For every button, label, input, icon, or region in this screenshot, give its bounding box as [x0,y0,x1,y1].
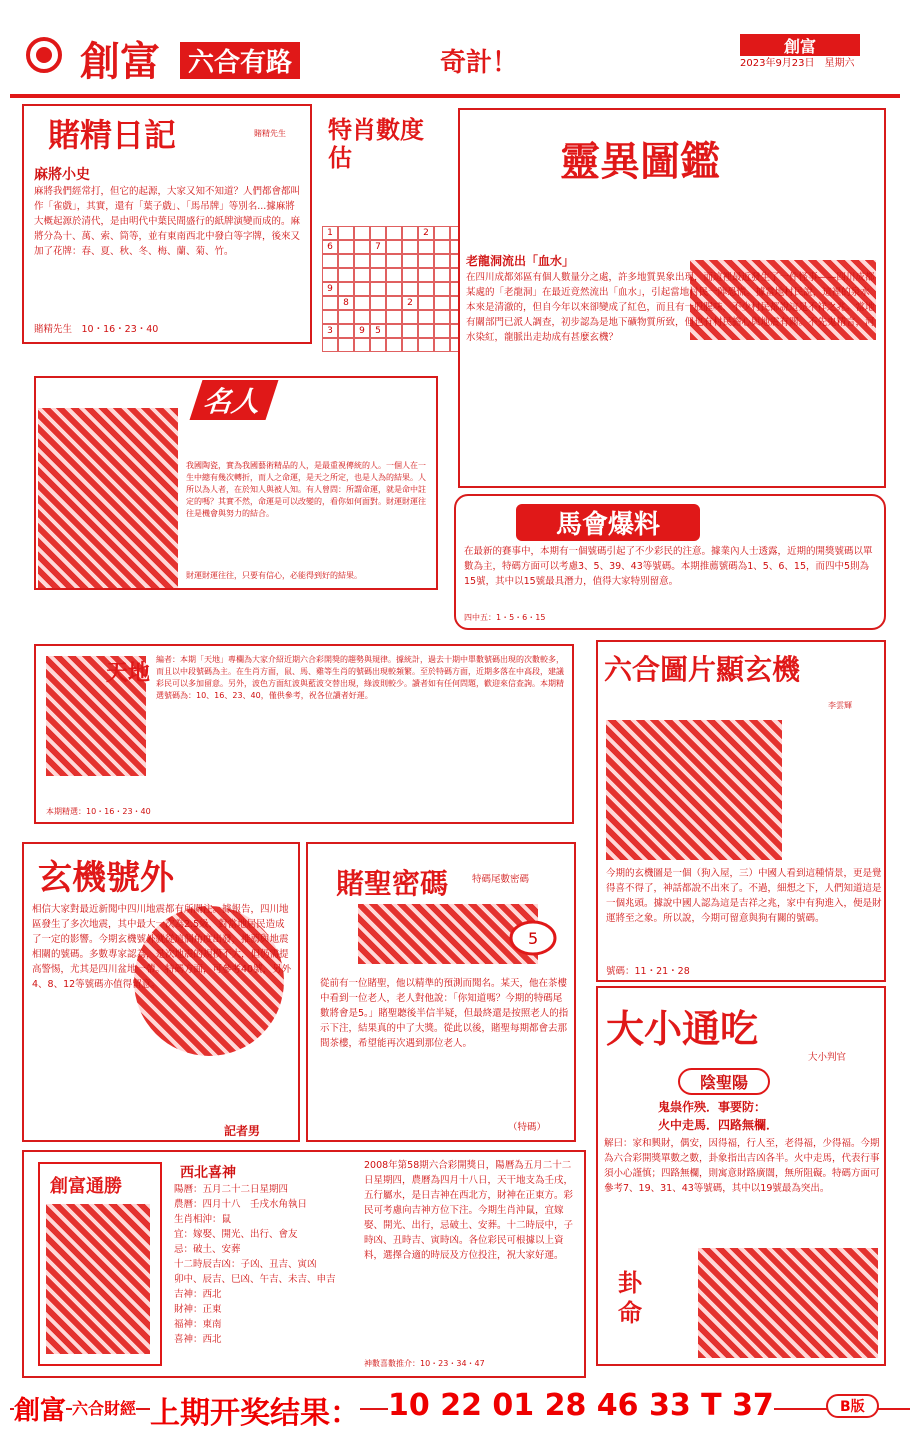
sun-logo-icon [14,30,74,80]
almanac-line: 吉神：西北 [174,1289,222,1300]
header-rule [10,94,900,98]
sudoku-cell [418,240,434,254]
sudoku-cell [386,268,402,282]
newspaper-footer: 本期精選：10・16・23・40 [46,807,151,816]
edition-badge: B版 [826,1394,879,1418]
almanac-line: 財神：正東 [174,1304,222,1315]
celebrity-illustration [38,408,178,588]
celebrity-body: 我國陶瓷，實為我國藝術精品的人，是最重視傳統的人。一個人在一生中總有幾次轉折，而人之命運，是天之所定，也是人為的結果。人所以為人者，在於知人與被人知。有人曾問：所謂命運，就是命中註定的嗎？其實不然，命運是可以改變的，看你如何面對。財運財運往往是機會與努力的結合。 [186,461,426,518]
sudoku-cell: 2 [402,296,418,310]
sudoku-cell [370,254,386,268]
sudoku-cell [434,226,450,240]
sudoku-cell [354,338,370,352]
result-label: 上期开奖结果： [150,1388,360,1432]
sudoku-cell [338,338,354,352]
gambler-body: 從前有一位賭聖，他以精準的預測而聞名。某天，他在茶樓中看到一位老人，老人對他說：「你知道嗎？今期的特碼尾數將會是5。」賭聖聽後半信半疑，但最終還是按照老人的指示下注，結果真的中了大獎。從此以後，賭聖每期都會去那間茶樓，希望能再次遇到那位老人。 [320,978,569,1049]
spirit-panel [458,108,886,488]
sudoku-cell [402,240,418,254]
celebrity-panel [34,376,438,590]
sudoku-cell [338,310,354,324]
diary-author: 賭精先生 [254,129,286,138]
sudoku-cell [370,282,386,296]
sudoku-cell [418,324,434,338]
calendar-title: 創富通勝 [50,1176,122,1197]
northwest-panel [22,1150,586,1378]
masthead [0,0,919,100]
almanac-line: 十二時辰吉凶：子凶、丑吉、寅凶 [174,1259,317,1270]
brand-subtitle: 六合有路 [180,42,300,79]
sudoku-cell [418,338,434,352]
almanac-line: 卯中、辰吉、巳凶、午吉、未吉、申吉 [174,1274,336,1285]
almanac-line: 忌：破土、安葬 [174,1244,241,1255]
sudoku-grid [322,226,466,352]
sudoku-cell [434,296,450,310]
sudoku-cell [370,338,386,352]
footer-bar [0,1386,919,1436]
dragon-sub: 大小判官 [808,1052,847,1063]
sudoku-cell [354,296,370,310]
dragon-yinyang: 陰聖陽 [678,1068,770,1095]
diary-headline: 麻將小史 [34,167,90,183]
northwest-title: 西北喜神 [180,1165,236,1181]
sudoku-cell [386,240,402,254]
sudoku-cell [434,240,450,254]
sudoku-cell [434,254,450,268]
sudoku-cell [434,268,450,282]
footer-brand: 創富 [14,1390,66,1427]
sudoku-cell: 9 [322,282,338,296]
result-numbers: 10 22 01 28 46 33 T 37 [388,1388,774,1423]
sudoku-cell [402,226,418,240]
almanac-line: 宜：嫁娶、開光、出行、會友 [174,1229,298,1240]
issue-date: 2023年9月23日 星期六 [740,58,855,69]
sudoku-cell [434,324,450,338]
gambler-title: 賭聖密碼 [336,867,449,900]
sudoku-cell [386,282,402,296]
picture-numbers: 號碼：11・21・28 [606,966,690,977]
horse-title: 馬會爆料 [516,504,700,541]
sudoku-cell [338,282,354,296]
dragon-illustration [698,1248,878,1358]
picture-title: 六合圖片顯玄機 [604,653,801,686]
sudoku-cell [402,338,418,352]
picture-panel [596,640,886,982]
sudoku-cell [322,268,338,282]
sudoku-cell [338,240,354,254]
dragon-panel [596,986,886,1366]
sudoku-title: 特肖數度估 [328,115,424,172]
gambler-panel [306,842,576,1142]
celebrity-title: 名人 [190,380,279,420]
sudoku-cell [354,254,370,268]
northwest-numbers: 神數喜數推介：10・23・34・47 [364,1359,485,1368]
horse-footer: 四中五：1・5・6・15 [464,613,546,622]
sudoku-cell [402,282,418,296]
sudoku-cell [402,310,418,324]
sudoku-panel [322,104,448,354]
brand-title: 創富 [80,38,160,85]
sudoku-cell [418,310,434,324]
sudoku-cell [338,226,354,240]
calendar-illustration [46,1204,150,1354]
sudoku-cell: 1 [322,226,338,240]
slogan: 奇計！ [440,48,519,78]
gambler-footer: （特碼） [508,1122,547,1133]
sudoku-cell [322,310,338,324]
dragon-title: 大小通吃 [606,1006,759,1051]
newspaper-panel [34,644,574,824]
footer-brand-sub: 六合財經 [72,1396,136,1419]
xuanji-signature: 記者男 [224,1124,261,1138]
northwest-body: 2008年第58期六合彩開獎日，陽曆為五月二十二日星期四，農曆為四月十八日，天干地支為壬戌，五行屬水，是日吉神在西北方，財神在正東方。彩民可考慮向吉神方位下注。今期生肖沖鼠，宜嫁娶、開光、出行，忌破土、安葬。十二時辰中，子時凶、丑時吉、寅時凶。各位彩民可根據以上資料，選擇合適的時辰及方位投注，祝大家好運。 [364,1160,574,1261]
sudoku-cell [354,226,370,240]
picture-body: 今期的玄機圖是一個（狗入屋，三）中國人看到這種情景，更是覺得喜不得了，神話都說不出來了。不過，細想之下，人們知道這是一個兆頭。據說中國人認為這是吉祥之兆，家中有狗進入，便是財運將至之象。所以說，今期可留意與狗有關的號碼。 [606,868,882,924]
sudoku-cell [418,254,434,268]
sudoku-cell [386,226,402,240]
sudoku-cell [434,282,450,296]
dragon-line2: 火中走馬．四路無欄． [658,1118,779,1132]
dragon-body: 解曰：家和興財，偶安，因得福，行人至，老得福，少得福。今期為六合彩開獎單數之數，卦象指出吉凶各半。火中走馬，代表行事須小心謹慎；四路無欄，則寓意財路廣闊，無所阻礙。特碼方面可參考7、19、31、43等號碼，其中以19號最為突出。 [604,1138,880,1194]
almanac-line: 喜神：西北 [174,1334,222,1345]
sudoku-cell [370,226,386,240]
spirit-headline: 老龍洞流出「血水」 [466,254,575,268]
dragon-fortune: 卦命 [618,1268,642,1327]
header-badge: 創富 [740,34,860,56]
sudoku-cell [418,296,434,310]
xuanji-title: 玄機號外 [38,858,174,898]
picture-author: 李雲輝 [828,701,852,710]
sudoku-cell: 8 [338,296,354,310]
sudoku-cell [386,338,402,352]
horse-panel [454,494,886,630]
xuanji-panel [22,842,300,1142]
sudoku-cell [338,324,354,338]
sudoku-cell: 3 [322,324,338,338]
diary-title: 賭精日記 [48,116,177,154]
diary-panel [22,104,312,344]
sudoku-cell: 7 [370,240,386,254]
almanac-line: 陽曆：五月二十二日星期四 [174,1184,289,1195]
sudoku-cell [338,268,354,282]
sudoku-cell [386,296,402,310]
sudoku-cell [386,324,402,338]
newspaper-title: 天地 [106,660,151,686]
diary-numbers: 賭精先生 10・16・23・40 [34,324,159,335]
almanac-line: 農曆：四月十八 壬戌水角執日 [174,1199,308,1210]
sudoku-cell [354,282,370,296]
xuanji-body: 相信大家對最近新聞中四川地震都有所關注。據報告，四川地區發生了多次地震，其中最大一次為2.5級，對當地居民造成了一定的影響。今期玄機號外就從這個角度出發，推薦與地震相關的號碼。多數專家認為，是次地震的規模不大，但仍需提高警惕，尤其是四川盆地一帶。特碼方面，可參考40號，另外4、8、12等號碼亦值得留意。 [32,904,292,990]
dragon-line1: 鬼祟作殃．事要防： [658,1100,767,1114]
sudoku-cell: 5 [370,324,386,338]
sudoku-cell [434,338,450,352]
sudoku-cell [386,310,402,324]
sudoku-cell: 2 [418,226,434,240]
sudoku-cell [370,310,386,324]
chip-icon [508,918,558,962]
sudoku-cell [434,310,450,324]
sudoku-cell [354,268,370,282]
sudoku-cell [370,296,386,310]
spirit-title: 靈異圖鑑 [560,138,720,185]
gambler-subtitle: 特碼尾數密碼 [472,874,530,885]
sudoku-cell [322,296,338,310]
spirit-body: 在四川成都郊區有個人數量分之處，許多地質異象出現，而這裡最近發生了一件怪事——四川成都某處的「老龍洞」在最近竟然流出「血水」，引起當地村民一陣恐慌。據當地村民說，這裡的泉水本來是清澈的，但自今年以來卻變成了紅色，而且有一股腥味，不少村民都說這是不祥之兆。當地有關部門已派人調查，初步認為是地下礦物質所致，但也有村民擔心與地震有關。不先鬼精言，河水染紅，龍脈出走劫成有甚麼玄機？ [466,272,875,343]
sudoku-cell: 9 [354,324,370,338]
sudoku-cell [322,254,338,268]
sudoku-cell [370,268,386,282]
celebrity-note: 財運財運往往，只要有信心，必能得到好的結果。 [186,571,362,580]
northwest-lines [174,1182,364,1347]
sudoku-cell [322,338,338,352]
almanac-line: 生肖相沖：鼠 [174,1214,232,1225]
horse-body: 在最新的賽事中，本期有一個號碼引起了不少彩民的注意。據業內人士透露，近期的開獎號碼以單數為主，特碼方面可以考慮3、5、39、43等號碼。本期推薦號碼為1、5、6、15，而四中5則為15號，其中以15號最具潛力，值得大家特別留意。 [464,546,873,587]
calendar-card [38,1162,162,1366]
sudoku-cell [386,254,402,268]
sudoku-cell [418,268,434,282]
sudoku-cell [418,282,434,296]
picture-illustration [606,720,782,860]
almanac-line: 福神：東南 [174,1319,222,1330]
newspaper-body: 編者：本期「天地」專欄為大家介紹近期六合彩開獎的趨勢與規律。據統計，過去十期中單數號碼出現的次數較多，而且以中段號碼為主。在生肖方面，鼠、馬、雞等生肖的號碼出現較頻繁。至於特碼方面，近期多落在中高段，建議彩民可以多加留意。另外，波色方面紅波與藍波交替出現，綠波則較少。讀者如有任何問題，歡迎來信查詢。本期精選號碼為：10、16、23、40，僅供參考，祝各位讀者好運。 [156,655,564,700]
diary-body: 麻將我們經常打，但它的起源，大家又知不知道？人們都會都叫作「雀戲」，其實，還有「葉子戲」、「馬吊牌」等別名...據麻將大概起源於清代，是由明代中葉民間盛行的紙牌演變而成的。麻將分為十、萬、索、筒等，並有東南西北中發白等字牌，後來又加了花牌：春、夏、秋、冬、梅、蘭、菊、竹。 [34,186,301,257]
svg-text:5: 5 [528,929,539,948]
sudoku-cell [338,254,354,268]
sudoku-cell [354,310,370,324]
sudoku-cell [402,268,418,282]
sudoku-cell [402,254,418,268]
sudoku-cell: 6 [322,240,338,254]
sudoku-cell [402,324,418,338]
sudoku-cell [354,240,370,254]
